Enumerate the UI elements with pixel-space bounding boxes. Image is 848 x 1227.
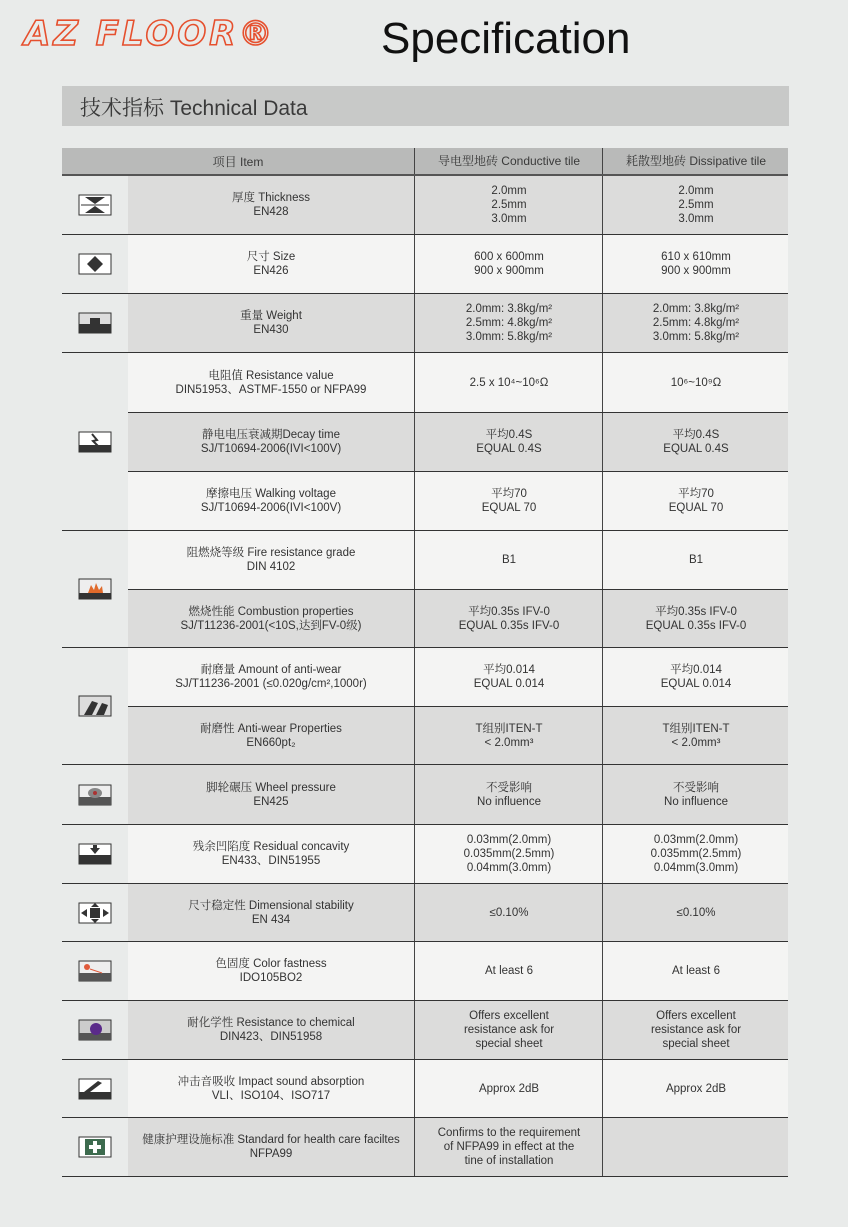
dissipative-cell-line: Approx 2dB	[665, 1082, 727, 1095]
dissipative-cell-line: T组别ITEN-T	[662, 722, 730, 735]
table-row	[128, 1060, 788, 1117]
item-cell	[128, 825, 414, 883]
conductive-cell	[414, 353, 603, 412]
impact-sound-icon	[78, 1078, 112, 1100]
item-cell-line: EN430	[253, 324, 289, 336]
spec-group	[62, 176, 788, 235]
conductive-cell-line: 3.0mm: 5.8kg/m²	[465, 331, 553, 343]
conductive-cell	[414, 531, 603, 589]
table-row	[128, 294, 788, 352]
table-row	[128, 825, 788, 883]
item-cell-line: EN660pt₂	[246, 736, 296, 749]
item-cell-line: SJ/T10694-2006(IVI<100V)	[200, 443, 342, 455]
item-cell-line: 厚度 Thickness	[232, 192, 310, 204]
item-cell	[128, 942, 414, 1000]
item-cell-line: 静电电压衰减期Decay time	[201, 429, 341, 441]
dissipative-cell	[602, 1060, 789, 1117]
conductive-cell-line: B1	[501, 554, 517, 566]
item-cell	[128, 1001, 414, 1059]
header-dissipative: 耗散型地砖 Dissipative tile	[602, 148, 789, 174]
dissipative-cell	[602, 472, 789, 530]
spec-group	[62, 235, 788, 294]
spec-group	[62, 531, 788, 648]
table-row	[128, 648, 788, 707]
dissipative-cell-line: 平均0.4S	[672, 429, 720, 441]
size-icon	[78, 253, 112, 275]
dissipative-cell-line: < 2.0mm³	[671, 736, 721, 749]
dissipative-cell-line: 2.5mm	[678, 199, 714, 211]
item-cell-line: EN428	[253, 206, 289, 218]
spec-group	[62, 294, 788, 353]
table-row	[128, 765, 788, 824]
conductive-cell-line: of NFPA99 in effect at the	[443, 1141, 575, 1153]
conductive-cell-line: 平均70	[491, 488, 527, 500]
dissipative-cell-line: No influence	[664, 795, 728, 808]
dissipative-cell-line: 0.04mm(3.0mm)	[653, 862, 739, 874]
conductive-cell-line: 平均0.4S	[485, 429, 533, 441]
item-cell-line: 重量 Weight	[240, 310, 302, 322]
spec-group	[62, 1060, 788, 1118]
conductive-cell-line: Offers excellent	[469, 1010, 549, 1022]
fire-icon	[78, 578, 112, 600]
table-row	[128, 531, 788, 590]
item-cell-line: 电阻值 Resistance value	[208, 369, 334, 382]
conductive-cell	[414, 1001, 603, 1059]
dissipative-cell-line: 平均70	[678, 488, 714, 500]
spec-group	[62, 825, 788, 884]
icon-cell	[62, 235, 129, 293]
dissipative-cell-line: 0.035mm(2.5mm)	[650, 848, 742, 860]
item-cell-line: 健康护理设施标准 Standard for health care faciltes	[142, 1134, 400, 1146]
dissipative-cell-line: At least 6	[672, 965, 720, 977]
conductive-cell-line: 2.0mm	[491, 185, 527, 197]
dissipative-cell	[602, 1001, 789, 1059]
item-cell-line: 残余凹陷度 Residual concavity	[192, 841, 350, 853]
item-cell-line: EN426	[253, 265, 289, 277]
conductive-cell	[414, 413, 603, 471]
dissipative-cell-line: 3.0mm: 5.8kg/m²	[652, 331, 740, 343]
conductive-cell	[414, 1060, 603, 1117]
conductive-cell-line: 900 x 900mm	[474, 265, 544, 277]
dissipative-cell	[602, 825, 789, 883]
item-cell-line: SJ/T10694-2006(IVI<100V)	[200, 502, 342, 514]
item-cell	[128, 1060, 414, 1117]
item-cell	[128, 353, 414, 412]
conductive-cell	[414, 648, 603, 706]
dissipative-cell-line: B1	[688, 554, 704, 566]
item-cell-line: 尺寸 Size	[246, 251, 296, 263]
item-cell	[128, 884, 414, 941]
conductive-cell	[414, 825, 603, 883]
spec-group	[62, 884, 788, 942]
dissipative-cell-line: 平均0.35s IFV-0	[655, 605, 737, 618]
icon-cell	[62, 176, 129, 234]
table-row	[128, 1118, 788, 1176]
spec-table	[62, 148, 788, 1177]
item-cell-line: 耐磨量 Amount of anti-wear	[200, 664, 342, 676]
conductive-cell-line: Approx 2dB	[478, 1082, 540, 1095]
spec-group	[62, 1001, 788, 1060]
conductive-cell-line: 平均0.35s IFV-0	[468, 605, 550, 618]
header-conductive: 导电型地砖 Conductive tile	[414, 148, 603, 174]
item-cell	[128, 765, 414, 824]
brand-logo: AZ FLOOR®	[24, 14, 276, 54]
conductive-cell	[414, 294, 603, 352]
conductive-cell-line: 2.0mm: 3.8kg/m²	[465, 303, 553, 315]
item-cell-line: SJ/T11236-2001(<10S,达到FV-0级)	[180, 619, 362, 632]
spec-group	[62, 765, 788, 825]
chemical-icon	[78, 1019, 112, 1041]
item-cell-line: VLI、ISO104、ISO717	[211, 1089, 331, 1102]
page-title: Specification	[381, 14, 631, 63]
dissipative-cell-line: special sheet	[662, 1038, 730, 1050]
dissipative-cell	[602, 413, 789, 471]
conductive-cell-line: 不受影响	[486, 781, 532, 794]
item-cell	[128, 294, 414, 352]
conductive-cell	[414, 942, 603, 1000]
conductive-cell-line: No influence	[477, 795, 541, 808]
icon-cell	[62, 294, 129, 352]
dissipative-cell-line: Offers excellent	[656, 1010, 736, 1022]
dissipative-cell	[602, 353, 789, 412]
dissipative-cell-line: EQUAL 0.4S	[663, 443, 729, 455]
item-cell	[128, 590, 414, 647]
conductive-cell	[414, 235, 603, 293]
table-header	[62, 148, 788, 176]
dissipative-cell-line: 2.5mm: 4.8kg/m²	[652, 317, 740, 329]
conductive-cell-line: 2.5mm: 4.8kg/m²	[465, 317, 553, 329]
spec-group	[62, 942, 788, 1001]
item-cell-line: 冲击音吸收 Impact sound absorption	[177, 1075, 365, 1088]
dissipative-cell-line: EQUAL 70	[668, 502, 724, 514]
section-header	[62, 86, 789, 126]
table-row	[128, 884, 788, 941]
conductive-cell-line: 2.5mm	[491, 199, 527, 211]
item-cell	[128, 413, 414, 471]
conductive-cell-line: 0.035mm(2.5mm)	[463, 848, 555, 860]
conductive-cell	[414, 590, 603, 647]
conductive-cell	[414, 765, 603, 824]
header-item: 项目 Item	[212, 155, 264, 169]
icon-cell	[62, 353, 129, 530]
item-cell-line: DIN51953、ASTMF-1550 or NFPA99	[175, 383, 367, 396]
item-cell	[128, 235, 414, 293]
dissipative-cell	[602, 590, 789, 647]
dissipative-cell-line: 0.03mm(2.0mm)	[653, 834, 739, 846]
item-cell-line: 脚轮碾压 Wheel pressure	[206, 781, 336, 794]
dissipative-cell	[602, 648, 789, 706]
icon-cell	[62, 942, 129, 1000]
icon-cell	[62, 765, 129, 824]
conductive-cell-line: Confirms to the requirement	[437, 1127, 581, 1139]
spec-group	[62, 1118, 788, 1177]
dissipative-cell-line: 2.0mm: 3.8kg/m²	[652, 303, 740, 315]
item-cell-line: SJ/T11236-2001 (≤0.020g/cm²,1000r)	[175, 678, 367, 690]
dissipative-cell	[602, 1118, 789, 1176]
wear-icon	[78, 695, 112, 717]
conductive-cell-line: At least 6	[485, 965, 533, 977]
table-row	[128, 472, 788, 530]
table-body	[62, 176, 788, 1177]
item-cell-line: 耐磨性 Anti-wear Properties	[200, 722, 342, 735]
wheel-icon	[78, 784, 112, 806]
dissipative-cell	[602, 294, 789, 352]
icon-cell	[62, 1001, 129, 1059]
item-cell-line: 燃烧性能 Combustion properties	[188, 605, 354, 618]
table-row	[128, 235, 788, 293]
item-cell	[128, 531, 414, 589]
dissipative-cell	[602, 942, 789, 1000]
dissipative-cell	[602, 884, 789, 941]
item-cell-line: 阻燃烧等级 Fire resistance grade	[186, 547, 356, 559]
icon-cell	[62, 825, 129, 883]
electric-icon	[78, 431, 112, 453]
dissipative-cell	[602, 176, 789, 234]
stability-icon	[78, 902, 112, 924]
spec-group	[62, 648, 788, 765]
icon-cell	[62, 1118, 129, 1176]
dissipative-cell-line: 900 x 900mm	[661, 265, 731, 277]
dissipative-cell-line: 2.0mm	[678, 185, 714, 197]
dissipative-cell-line: 不受影响	[673, 781, 719, 794]
item-cell-line: DIN423、DIN51958	[219, 1031, 323, 1043]
dissipative-cell-line: 610 x 610mm	[661, 251, 731, 263]
conductive-cell-line: 0.03mm(2.0mm)	[466, 834, 552, 846]
table-row	[128, 1001, 788, 1059]
conductive-cell-line: EQUAL 0.4S	[476, 443, 542, 455]
item-cell-line: IDO105BO2	[239, 972, 303, 984]
table-row	[128, 942, 788, 1000]
conductive-cell-line: ≤0.10%	[489, 906, 529, 919]
conductive-cell	[414, 884, 603, 941]
weight-icon	[78, 312, 112, 334]
item-cell	[128, 1118, 414, 1176]
concavity-icon	[78, 843, 112, 865]
dissipative-cell-line: ≤0.10%	[676, 906, 716, 919]
dissipative-cell-line: 3.0mm	[678, 213, 714, 225]
table-row	[128, 176, 788, 234]
health-care-icon	[78, 1136, 112, 1158]
item-cell-line: DIN 4102	[246, 561, 296, 573]
item-cell	[128, 472, 414, 530]
icon-cell	[62, 884, 129, 941]
icon-cell	[62, 648, 129, 764]
dissipative-cell-line: 10⁶~10⁹Ω	[670, 376, 722, 389]
table-row	[128, 707, 788, 764]
conductive-cell-line: 平均0.014	[483, 664, 535, 676]
conductive-cell-line: EQUAL 70	[481, 502, 537, 514]
spec-group	[62, 353, 788, 531]
icon-cell	[62, 1060, 129, 1117]
conductive-cell-line: EQUAL 0.35s IFV-0	[458, 619, 560, 632]
dissipative-cell	[602, 235, 789, 293]
item-cell-line: 耐化学性 Resistance to chemical	[187, 1017, 355, 1029]
dissipative-cell	[602, 531, 789, 589]
conductive-cell-line: resistance ask for	[463, 1024, 555, 1036]
conductive-cell	[414, 1118, 603, 1176]
conductive-cell-line: 0.04mm(3.0mm)	[466, 862, 552, 874]
thickness-icon	[78, 194, 112, 216]
section-title: 技术指标 Technical Data	[80, 97, 308, 120]
conductive-cell-line: T组别ITEN-T	[475, 722, 543, 735]
item-cell-line: 色固度 Color fastness	[215, 958, 327, 970]
dissipative-cell	[602, 765, 789, 824]
conductive-cell-line: tine of installation	[464, 1155, 554, 1167]
dissipative-cell-line: EQUAL 0.35s IFV-0	[645, 619, 747, 632]
item-cell-line: EN425	[253, 795, 289, 808]
conductive-cell-line: special sheet	[475, 1038, 543, 1050]
item-cell-line: NFPA99	[249, 1148, 293, 1160]
item-cell	[128, 176, 414, 234]
conductive-cell-line: 2.5 x 10⁴~10⁶Ω	[469, 376, 549, 389]
dissipative-cell	[602, 707, 789, 764]
dissipative-cell-line: resistance ask for	[650, 1024, 742, 1036]
table-row	[128, 353, 788, 413]
item-cell-line: 摩擦电压 Walking voltage	[206, 488, 336, 500]
conductive-cell	[414, 176, 603, 234]
conductive-cell-line: 600 x 600mm	[474, 251, 544, 263]
icon-cell	[62, 531, 129, 647]
table-row	[128, 590, 788, 647]
dissipative-cell-line: EQUAL 0.014	[660, 678, 732, 690]
dissipative-cell-line: 平均0.014	[670, 664, 722, 676]
item-cell-line: EN 434	[251, 913, 291, 926]
item-cell	[128, 648, 414, 706]
color-fastness-icon	[78, 960, 112, 982]
conductive-cell-line: < 2.0mm³	[484, 736, 534, 749]
item-cell-line: EN433、DIN51955	[221, 855, 321, 867]
item-cell	[128, 707, 414, 764]
item-cell-line: 尺寸稳定性 Dimensional stability	[188, 899, 354, 912]
conductive-cell-line: 3.0mm	[491, 213, 527, 225]
conductive-cell-line: EQUAL 0.014	[473, 678, 545, 690]
table-row	[128, 413, 788, 472]
conductive-cell	[414, 472, 603, 530]
conductive-cell	[414, 707, 603, 764]
